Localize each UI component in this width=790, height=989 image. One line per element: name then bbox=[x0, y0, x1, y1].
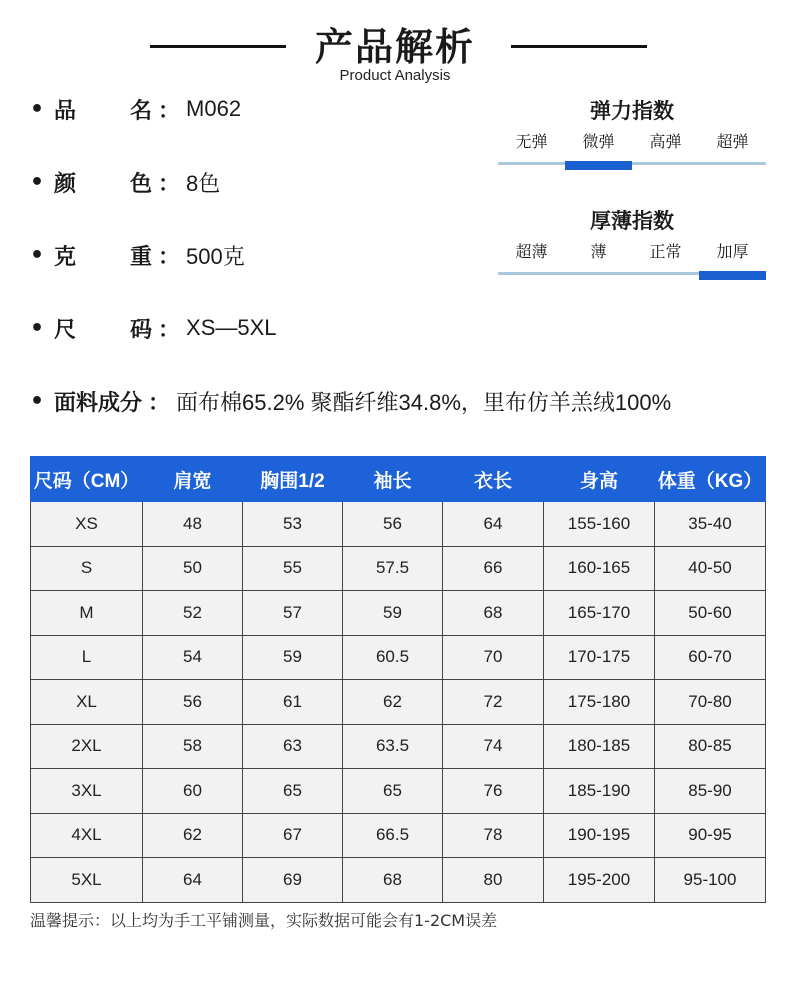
table-cell: 165-170 bbox=[544, 591, 655, 636]
table-cell: 56 bbox=[343, 502, 443, 547]
thickness-level: 薄 bbox=[590, 242, 607, 261]
table-cell: 50-60 bbox=[655, 591, 766, 636]
table-cell: 95-100 bbox=[655, 858, 766, 903]
thickness-indicator bbox=[699, 271, 766, 280]
attr-label: 品 名 bbox=[54, 98, 152, 124]
page-title: 产品解析 bbox=[314, 25, 475, 69]
attr-value: 500克 bbox=[186, 243, 245, 269]
thickness-track bbox=[498, 271, 766, 277]
attr-label: 面料成分 bbox=[54, 390, 143, 416]
table-cell: 3XL bbox=[31, 769, 143, 814]
bullet-icon: • bbox=[30, 169, 45, 195]
table-cell: 80-85 bbox=[655, 724, 766, 769]
table-cell: 60 bbox=[143, 769, 243, 814]
table-row bbox=[31, 502, 766, 547]
table-cell: 160-165 bbox=[544, 546, 655, 591]
bullet-icon: • bbox=[30, 96, 45, 122]
table-cell: 62 bbox=[343, 680, 443, 725]
elasticity-level: 微弹 bbox=[582, 132, 615, 151]
attr-value: 面布棉65.2% 聚酯纤维34.8%，里布仿羊羔绒100% bbox=[176, 389, 672, 415]
attr-value: XS—5XL bbox=[186, 315, 277, 340]
table-row bbox=[31, 769, 766, 814]
table-row bbox=[31, 724, 766, 769]
attr-color: • 颜 色 ： 8色 bbox=[30, 164, 220, 200]
elasticity-level: 高弹 bbox=[649, 132, 682, 151]
table-cell: 190-195 bbox=[544, 813, 655, 858]
table-cell: 50 bbox=[143, 546, 243, 591]
attr-label: 克 重 bbox=[54, 244, 152, 270]
table-cell: 63.5 bbox=[343, 724, 443, 769]
table-cell: 61 bbox=[243, 680, 343, 725]
table-header-cell: 衣长 bbox=[443, 457, 544, 502]
table-header-row bbox=[31, 457, 766, 502]
table-cell: 35-40 bbox=[655, 502, 766, 547]
table-cell: 59 bbox=[343, 591, 443, 636]
table-row bbox=[31, 858, 766, 903]
section-header bbox=[0, 14, 790, 94]
table-row bbox=[31, 813, 766, 858]
table-cell: 195-200 bbox=[544, 858, 655, 903]
table-cell: 60.5 bbox=[343, 635, 443, 680]
attr-fabric: • 面料成分 ： 面布棉65.2% 聚酯纤维34.8%，里布仿羊羔绒100% bbox=[30, 383, 671, 419]
table-cell: 53 bbox=[243, 502, 343, 547]
table-cell: 68 bbox=[443, 591, 544, 636]
attr-value: 8色 bbox=[186, 170, 221, 196]
thickness-level: 加厚 bbox=[716, 242, 749, 261]
table-cell: 175-180 bbox=[544, 680, 655, 725]
table-cell: 70-80 bbox=[655, 680, 766, 725]
table-cell: 170-175 bbox=[544, 635, 655, 680]
table-cell: 90-95 bbox=[655, 813, 766, 858]
table-cell: 4XL bbox=[31, 813, 143, 858]
table-cell: 66.5 bbox=[343, 813, 443, 858]
size-table bbox=[30, 456, 766, 903]
elasticity-level: 超弹 bbox=[716, 132, 749, 151]
table-header-cell: 胸围1/2 bbox=[243, 457, 343, 502]
table-cell: XS bbox=[31, 502, 143, 547]
table-cell: 52 bbox=[143, 591, 243, 636]
table-cell: 80 bbox=[443, 858, 544, 903]
table-cell: 58 bbox=[143, 724, 243, 769]
table-cell: 40-50 bbox=[655, 546, 766, 591]
attr-value: M062 bbox=[186, 96, 242, 121]
table-cell: 155-160 bbox=[544, 502, 655, 547]
page-subtitle: Product Analysis bbox=[339, 67, 451, 84]
table-cell: 69 bbox=[243, 858, 343, 903]
elasticity-level: 无弹 bbox=[515, 132, 548, 151]
table-cell: 65 bbox=[343, 769, 443, 814]
table-cell: 57 bbox=[243, 591, 343, 636]
elasticity-levels bbox=[498, 129, 766, 159]
table-cell: 55 bbox=[243, 546, 343, 591]
attr-name: • 品 名 ： M062 bbox=[30, 91, 241, 127]
thickness-level: 正常 bbox=[649, 242, 682, 261]
table-cell: 76 bbox=[443, 769, 544, 814]
thickness-levels bbox=[498, 239, 766, 269]
table-cell: 68 bbox=[343, 858, 443, 903]
thickness-level: 超薄 bbox=[515, 242, 548, 261]
table-cell: 57.5 bbox=[343, 546, 443, 591]
table-cell: 5XL bbox=[31, 858, 143, 903]
bullet-icon: • bbox=[30, 388, 45, 414]
table-cell: 56 bbox=[143, 680, 243, 725]
elasticity-indicator bbox=[565, 161, 632, 170]
attr-label: 尺 码 bbox=[54, 317, 152, 343]
measurement-note: 温馨提示：以上均为手工平铺测量，实际数据可能会有1-2CM误差 bbox=[30, 911, 498, 930]
table-cell: 67 bbox=[243, 813, 343, 858]
attr-size: • 尺 码 ： XS—5XL bbox=[30, 310, 277, 346]
table-cell: 180-185 bbox=[544, 724, 655, 769]
table-cell: 59 bbox=[243, 635, 343, 680]
table-header-cell: 身高 bbox=[544, 457, 655, 502]
thickness-index bbox=[498, 205, 766, 277]
bullet-icon: • bbox=[30, 242, 45, 268]
table-cell: XL bbox=[31, 680, 143, 725]
attr-label: 颜 色 bbox=[54, 171, 152, 197]
table-cell: 48 bbox=[143, 502, 243, 547]
elasticity-index bbox=[498, 95, 766, 167]
table-cell: 65 bbox=[243, 769, 343, 814]
table-cell: 85-90 bbox=[655, 769, 766, 814]
elasticity-track bbox=[498, 161, 766, 167]
table-cell: 66 bbox=[443, 546, 544, 591]
table-cell: 2XL bbox=[31, 724, 143, 769]
table-header-cell: 袖长 bbox=[343, 457, 443, 502]
table-cell: 62 bbox=[143, 813, 243, 858]
table-row bbox=[31, 546, 766, 591]
table-cell: 60-70 bbox=[655, 635, 766, 680]
table-cell: 54 bbox=[143, 635, 243, 680]
table-header-cell: 体重（KG） bbox=[655, 457, 766, 502]
table-cell: S bbox=[31, 546, 143, 591]
table-row bbox=[31, 680, 766, 725]
table-cell: 64 bbox=[443, 502, 544, 547]
table-cell: L bbox=[31, 635, 143, 680]
table-cell: 74 bbox=[443, 724, 544, 769]
table-cell: 70 bbox=[443, 635, 544, 680]
table-cell: 72 bbox=[443, 680, 544, 725]
table-header-cell: 肩宽 bbox=[143, 457, 243, 502]
table-cell: 63 bbox=[243, 724, 343, 769]
elasticity-title: 弹力指数 bbox=[590, 99, 674, 123]
table-header-cell: 尺码（CM） bbox=[31, 457, 143, 502]
thickness-title: 厚薄指数 bbox=[590, 209, 674, 233]
table-cell: 64 bbox=[143, 858, 243, 903]
table-cell: M bbox=[31, 591, 143, 636]
table-row bbox=[31, 591, 766, 636]
table-cell: 185-190 bbox=[544, 769, 655, 814]
attr-weight: • 克 重 ： 500克 bbox=[30, 237, 245, 273]
table-cell: 78 bbox=[443, 813, 544, 858]
table-row bbox=[31, 635, 766, 680]
bullet-icon: • bbox=[30, 315, 45, 341]
